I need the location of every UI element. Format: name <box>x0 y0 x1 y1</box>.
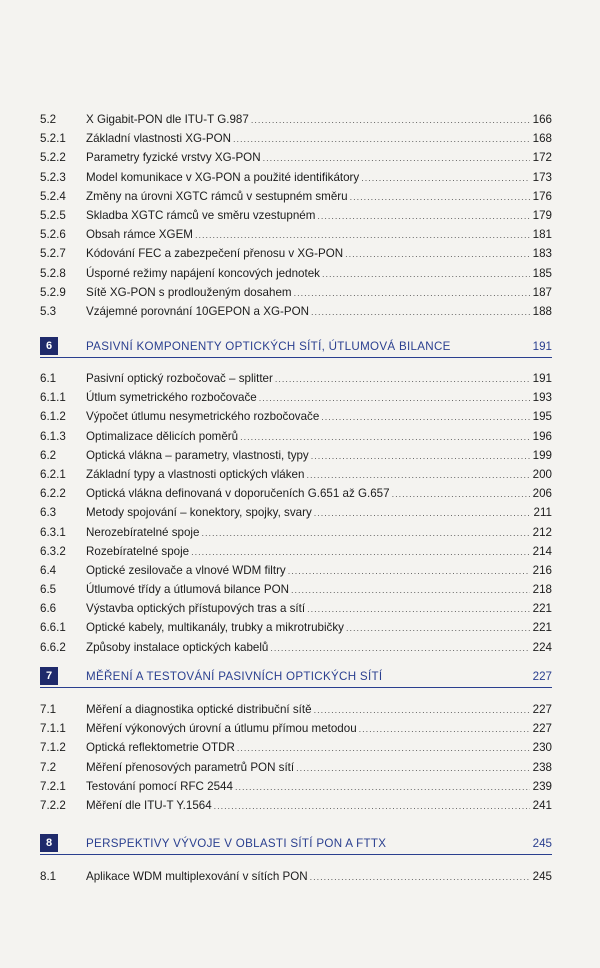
dot-leader <box>321 408 529 427</box>
toc-entry <box>40 129 552 148</box>
dot-leader <box>294 284 530 303</box>
toc-entry <box>40 446 552 465</box>
toc-entry-page: 179 <box>532 208 552 222</box>
toc-entry <box>40 700 552 719</box>
toc-entry-number: 6.2.1 <box>40 467 66 481</box>
toc-entry <box>40 388 552 407</box>
toc-entry <box>40 264 552 283</box>
toc-entry-number: 5.2.2 <box>40 151 66 165</box>
toc-entry-number: 7.2.1 <box>40 779 66 793</box>
toc-entry <box>40 283 552 302</box>
toc-entry-page: 227 <box>532 703 552 716</box>
toc-entry <box>40 302 552 321</box>
toc-entry-title: Optické kabely, multikanály, trubky a mikrotrubičky <box>86 621 344 635</box>
chapter-title: MĚŘENÍ A TESTOVÁNÍ PASIVNÍCH OPTICKÝCH SÍTÍ <box>86 669 383 683</box>
toc-entry <box>40 638 552 657</box>
chapter-8-heading <box>40 833 552 853</box>
toc-entry-title: Testování pomocí RFC 2544 <box>86 779 233 793</box>
toc-entry-page: 212 <box>532 525 552 539</box>
dot-leader <box>359 720 530 739</box>
toc-entry <box>40 738 552 757</box>
toc-entry-page: 221 <box>532 602 552 616</box>
chapter-divider <box>40 357 552 358</box>
toc-entry-page: 176 <box>532 189 552 203</box>
toc-entry-title: Pasivní optický rozbočovač – splitter <box>86 372 273 385</box>
dot-leader <box>233 130 530 149</box>
toc-entry <box>40 867 552 886</box>
toc-entry-page: 188 <box>532 304 552 318</box>
toc-entry-number: 7.1.2 <box>40 741 66 755</box>
toc-entry <box>40 523 552 542</box>
toc-entry-title: Kódování FEC a zabezpečení přenosu v XG-PON <box>86 247 344 261</box>
toc-entry-title: Výstavba optických přístupových tras a sítí <box>86 602 306 616</box>
dot-leader <box>311 303 530 322</box>
toc-entry-page: 172 <box>532 151 552 165</box>
toc-entry <box>40 758 552 777</box>
toc-entry-number: 6.3.1 <box>40 525 66 539</box>
toc-entry <box>40 168 552 187</box>
toc-entry-number: 6.1 <box>40 372 57 385</box>
toc-entry <box>40 148 552 167</box>
toc-entry-title: Optimalizace dělicích poměrů <box>86 429 239 443</box>
toc-entry-number: 6.6.2 <box>40 640 66 654</box>
dot-leader <box>201 524 529 543</box>
toc-entry-number: 6.2 <box>40 448 57 462</box>
chapter-page-number: 191 <box>532 339 552 353</box>
chapter-page-number: 245 <box>532 836 552 850</box>
toc-entry-title: Aplikace WDM multiplexování v sítích PON <box>86 870 308 883</box>
toc-entry-page: 241 <box>532 798 552 812</box>
toc-entry-page: 185 <box>532 266 552 280</box>
dot-leader <box>345 245 530 264</box>
toc-entry <box>40 796 552 815</box>
toc-entry <box>40 244 552 263</box>
toc-entry-number: 5.2.6 <box>40 228 66 242</box>
toc-entry-number: 7.1 <box>40 703 57 716</box>
toc-entry <box>40 225 552 244</box>
toc-entry-page: 193 <box>532 391 552 405</box>
toc-entry-page: 221 <box>532 621 552 635</box>
toc-entry-page: 187 <box>532 285 552 299</box>
toc-entry-number: 8.1 <box>40 870 57 883</box>
toc-entry-title: Skladba XGTC rámců ve směru vzestupném <box>86 208 316 222</box>
dot-leader <box>314 504 531 523</box>
toc-entry-title: Model komunikace v XG-PON a použité identifikátory <box>86 170 360 184</box>
toc-entry <box>40 503 552 522</box>
toc-entry-page: 227 <box>532 722 552 736</box>
toc-entry-title: Optická vlákna – parametry, vlastnosti, typy <box>86 448 309 462</box>
toc-entry <box>40 465 552 484</box>
toc-entry-number: 6.6 <box>40 602 57 616</box>
toc-entry-title: Základní vlastnosti XG-PON <box>86 132 231 146</box>
dot-leader <box>214 797 530 816</box>
toc-section-8 <box>40 867 552 886</box>
toc-entry-page: 214 <box>532 544 552 558</box>
toc-entry <box>40 777 552 796</box>
toc-section-5 <box>40 110 552 321</box>
toc-entry-page: 224 <box>532 640 552 654</box>
dot-leader <box>288 562 530 581</box>
toc-entry-title: Obsah rámce XGEM <box>86 228 193 242</box>
toc-entry-title: Optická vlákna definovaná v doporučeních G.651 až G.657 <box>86 487 390 501</box>
toc-entry-page: 216 <box>532 563 552 577</box>
chapter-7-heading <box>40 666 552 686</box>
toc-entry-number: 5.2.4 <box>40 189 66 203</box>
toc-section-6 <box>40 369 552 657</box>
dot-leader <box>314 701 530 720</box>
toc-entry-page: 218 <box>532 583 552 597</box>
toc-entry-page: 168 <box>532 132 552 146</box>
chapter-divider <box>40 687 552 688</box>
toc-entry-number: 6.1.1 <box>40 391 66 405</box>
toc-entry <box>40 407 552 426</box>
chapter-number-badge: 6 <box>40 337 58 355</box>
toc-entry-title: Výpočet útlumu nesymetrického rozbočovače <box>86 410 320 424</box>
toc-entry <box>40 599 552 618</box>
dot-leader <box>235 778 530 797</box>
toc-entry-page: 245 <box>532 870 552 883</box>
dot-leader <box>346 619 530 638</box>
dot-leader <box>251 111 530 130</box>
toc-entry-title: Měření a diagnostika optické distribuční sítě <box>86 703 312 716</box>
chapter-divider <box>40 854 552 855</box>
toc-entry-title: Metody spojování – konektory, spojky, svary <box>86 506 312 520</box>
dot-leader <box>310 868 530 887</box>
toc-entry-title: Sítě XG-PON s prodlouženým dosahem <box>86 285 292 299</box>
dot-leader <box>191 543 530 562</box>
toc-entry-title: X Gigabit-PON dle ITU-T G.987 <box>86 113 249 126</box>
toc-entry-page: 191 <box>532 372 552 385</box>
toc-entry-page: 199 <box>532 448 552 462</box>
toc-entry-number: 5.2.5 <box>40 208 66 222</box>
dot-leader <box>263 149 530 168</box>
dot-leader <box>237 739 530 758</box>
toc-entry-title: Nerozebíratelné spoje <box>86 525 200 539</box>
toc-entry-page: 200 <box>532 467 552 481</box>
toc-entry-number: 5.3 <box>40 304 57 318</box>
toc-entry-page: 206 <box>532 487 552 501</box>
toc-entry-number: 5.2.3 <box>40 170 66 184</box>
toc-entry-page: 181 <box>532 228 552 242</box>
toc-entry-title: Optická reflektometrie OTDR <box>86 741 235 755</box>
toc-entry-number: 5.2.7 <box>40 247 66 261</box>
toc-entry-number: 6.1.3 <box>40 429 66 443</box>
toc-entry-title: Základní typy a vlastnosti optických vláken <box>86 467 305 481</box>
toc-section-7 <box>40 700 552 815</box>
toc-entry-number: 6.4 <box>40 563 57 577</box>
toc-entry-number: 7.2.2 <box>40 798 66 812</box>
toc-entry-number: 5.2.9 <box>40 285 66 299</box>
toc-entry <box>40 618 552 637</box>
dot-leader <box>240 428 530 447</box>
dot-leader <box>275 370 530 389</box>
dot-leader <box>270 639 529 658</box>
toc-entry-title: Útlumové třídy a útlumová bilance PON <box>86 583 289 597</box>
toc-entry <box>40 484 552 503</box>
dot-leader <box>291 581 530 600</box>
toc-entry <box>40 206 552 225</box>
toc-entry-title: Parametry fyzické vrstvy XG-PON <box>86 151 261 165</box>
toc-entry-number: 6.2.2 <box>40 487 66 501</box>
toc-entry-page: 238 <box>532 760 552 774</box>
toc-entry-page: 173 <box>532 170 552 184</box>
toc-entry-page: 196 <box>532 429 552 443</box>
toc-entry-page: 183 <box>532 247 552 261</box>
toc-entry-title: Měření přenosových parametrů PON sítí <box>86 760 295 774</box>
toc-entry-number: 6.1.2 <box>40 410 66 424</box>
toc-entry-title: Útlum symetrického rozbočovače <box>86 391 257 405</box>
toc-entry-number: 5.2.1 <box>40 132 66 146</box>
dot-leader <box>361 169 529 188</box>
toc-entry <box>40 580 552 599</box>
chapter-6-heading <box>40 336 552 356</box>
toc-entry <box>40 427 552 446</box>
dot-leader <box>322 265 530 284</box>
chapter-page-number: 227 <box>532 669 552 683</box>
toc-entry-number: 6.3 <box>40 506 57 520</box>
toc-entry-title: Optické zesilovače a vlnové WDM filtry <box>86 563 286 577</box>
toc-entry-number: 7.1.1 <box>40 722 66 736</box>
toc-entry <box>40 369 552 388</box>
chapter-title: PASIVNÍ KOMPONENTY OPTICKÝCH SÍTÍ, ÚTLUMOVÁ BILANCE <box>86 339 451 353</box>
toc-entry-title: Měření dle ITU-T Y.1564 <box>86 798 212 812</box>
chapter-number-badge: 8 <box>40 834 58 852</box>
dot-leader <box>306 466 529 485</box>
toc-entry-title: Vzájemné porovnání 10GEPON a XG-PON <box>86 304 309 318</box>
toc-entry <box>40 561 552 580</box>
toc-entry-number: 5.2 <box>40 113 57 126</box>
toc-entry-number: 6.5 <box>40 583 57 597</box>
dot-leader <box>259 389 530 408</box>
toc-entry-title: Měření výkonových úrovní a útlumu přímou metodou <box>86 722 357 736</box>
toc-entry <box>40 110 552 129</box>
toc-entry-title: Změny na úrovni XGTC rámců v sestupném směru <box>86 189 348 203</box>
toc-entry-number: 6.6.1 <box>40 621 66 635</box>
toc-entry <box>40 187 552 206</box>
dot-leader <box>317 207 529 226</box>
toc-entry-title: Rozebíratelné spoje <box>86 544 190 558</box>
toc-entry-title: Úsporné režimy napájení koncových jednotek <box>86 266 320 280</box>
toc-entry-page: 230 <box>532 741 552 755</box>
toc-entry <box>40 542 552 561</box>
toc-entry-number: 5.2.8 <box>40 266 66 280</box>
toc-entry-page: 239 <box>532 779 552 793</box>
dot-leader <box>392 485 530 504</box>
dot-leader <box>195 226 530 245</box>
dot-leader <box>350 188 530 207</box>
toc-entry-page: 166 <box>532 113 552 126</box>
toc-entry-number: 6.3.2 <box>40 544 66 558</box>
toc-entry-title: Způsoby instalace optických kabelů <box>86 640 269 654</box>
dot-leader <box>296 759 530 778</box>
toc-entry-page: 211 <box>533 506 552 520</box>
toc-entry-number: 7.2 <box>40 760 57 774</box>
dot-leader <box>307 600 530 619</box>
chapter-title: PERSPEKTIVY VÝVOJE V OBLASTI SÍTÍ PON A FTTX <box>86 836 387 850</box>
dot-leader <box>311 447 530 466</box>
toc-entry <box>40 719 552 738</box>
toc-entry-page: 195 <box>532 410 552 424</box>
chapter-number-badge: 7 <box>40 667 58 685</box>
